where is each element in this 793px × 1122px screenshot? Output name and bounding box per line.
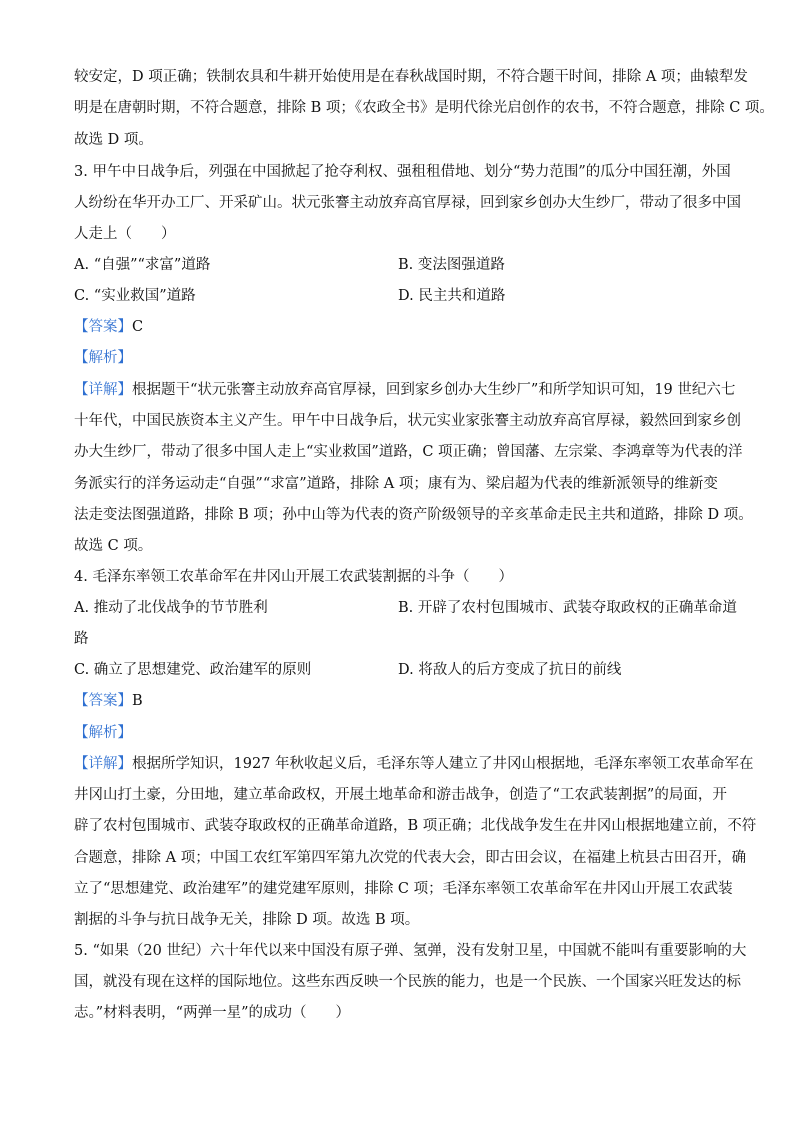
q3-option-a: A. “自强”“求富”道路 (74, 257, 211, 273)
q4-option-c: C. 确立了思想建党、政治建军的原则 (74, 662, 312, 678)
q4-detail-line-5: 立了“思想建党、政治建军”的建党建军原则，排除 C 项；毛泽东率领工农革命军在井冈山开展工农武装 (74, 881, 733, 897)
q4-option-b-wrap: 路 (74, 631, 89, 647)
q4-detail-line-3: 辟了农村包围城市、武装夺取政权的正确革命道路，B 项正确；北伐战争发生在井冈山根据地建立前，不符 (74, 818, 757, 834)
q3-analysis-tag: 【解析】 (74, 350, 132, 366)
q3-answer-tag: 【答案】 (74, 319, 132, 335)
q2-tail-line-1: 较安定，D 项正确；铁制农具和牛耕开始使用是在春秋战国时期，不符合题干时间，排除 A 项；曲辕犁发 (74, 69, 748, 85)
q5-stem-line-2: 国，就没有现在这样的国际地位。这些东西反映一个民族的能力，也是一个民族、一个国家兴旺发达的标 (74, 974, 741, 990)
q3-detail-line-3: 办大生纱厂，带动了很多中国人走上“实业救国”道路，C 项正确；曾国藩、左宗棠、李鸿章等为代表的洋 (74, 444, 743, 460)
q3-option-d: D. 民主共和道路 (398, 288, 506, 304)
q4-detail-line-2: 井冈山打土豪，分田地，建立革命政权，开展土地革命和游击战争，创造了“工农武装割据”的局面，开 (74, 787, 727, 803)
q4-stem-line-1: 4. 毛泽东率领工农革命军在井冈山开展工农武装割据的斗争（ ） (74, 569, 513, 585)
q3-detail-line-6: 故选 C 项。 (74, 538, 153, 554)
q3-detail-text-1: 根据题干“状元张謇主动放弃高官厚禄，回到家乡创办大生纱厂”和所学知识可知，19 世纪六七 (132, 382, 736, 398)
q4-analysis-tag: 【解析】 (74, 725, 132, 741)
q3-stem-line-3: 人走上（ ） (74, 226, 176, 242)
q4-detail-tag: 【详解】 (74, 756, 132, 772)
q3-stem-line-2: 人纷纷在华开办工厂、开采矿山。状元张謇主动放弃高官厚禄，回到家乡创办大生纱厂，带动了很多中国 (74, 195, 741, 211)
q4-answer-tag: 【答案】 (74, 693, 132, 709)
q3-stem-line-1: 3. 甲午中日战争后，列强在中国掀起了抢夺利权、强租租借地、划分“势力范围”的瓜分中国狂潮，外国 (74, 164, 731, 180)
q3-option-c: C. “实业救国”道路 (74, 288, 196, 304)
q3-answer-line (74, 317, 143, 337)
q5-stem-line-3: 志。”材料表明，“两弹一星”的成功（ ） (74, 1005, 350, 1021)
q4-detail-line-1 (74, 754, 754, 774)
q3-answer-value: C (132, 319, 144, 335)
q4-option-b: B. 开辟了农村包围城市、武装夺取政权的正确革命道 (398, 600, 737, 616)
q4-answer-value: B (132, 693, 143, 709)
q2-tail-line-2: 明是在唐朝时期，不符合题意，排除 B 项；《农政全书》是明代徐光启创作的农书，不符合题意，排除 C 项。 (74, 100, 774, 116)
q3-detail-line-5: 法走变法图强道路，排除 B 项；孙中山等为代表的资产阶级领导的辛亥革命走民主共和道路，排除 D 项。 (74, 507, 753, 523)
q3-detail-line-4: 务派实行的洋务运动走“自强”“求富”道路，排除 A 项；康有为、梁启超为代表的维新派领导的维新变 (74, 476, 718, 492)
q2-tail-line-3: 故选 D 项。 (74, 132, 153, 148)
q4-option-d: D. 将敌人的后方变成了抗日的前线 (398, 662, 622, 678)
q4-detail-line-4: 合题意，排除 A 项；中国工农红军第四军第九次党的代表大会，即古田会议，在福建上杭县古田召开，确 (74, 850, 747, 866)
q5-stem-line-1: 5. “如果（20 世纪）六十年代以来中国没有原子弹、氢弹，没有发射卫星，中国就不能叫有重要影响的大 (74, 943, 747, 959)
q4-detail-text-1: 根据所学知识，1927 年秋收起义后，毛泽东等人建立了井冈山根据地，毛泽东率领工农革命军在 (132, 756, 754, 772)
q3-detail-line-1 (74, 380, 735, 400)
q3-option-b: B. 变法图强道路 (398, 257, 505, 273)
q4-answer-line (74, 691, 143, 711)
q3-detail-tag: 【详解】 (74, 382, 132, 398)
q4-detail-line-6: 割据的斗争与抗日战争无关，排除 D 项。故选 B 项。 (74, 912, 420, 928)
q4-option-a: A. 推动了北伐战争的节节胜利 (74, 600, 268, 616)
q3-detail-line-2: 十年代，中国民族资本主义产生。甲午中日战争后，状元实业家张謇主动放弃高官厚禄，毅然回到家乡创 (74, 413, 741, 429)
